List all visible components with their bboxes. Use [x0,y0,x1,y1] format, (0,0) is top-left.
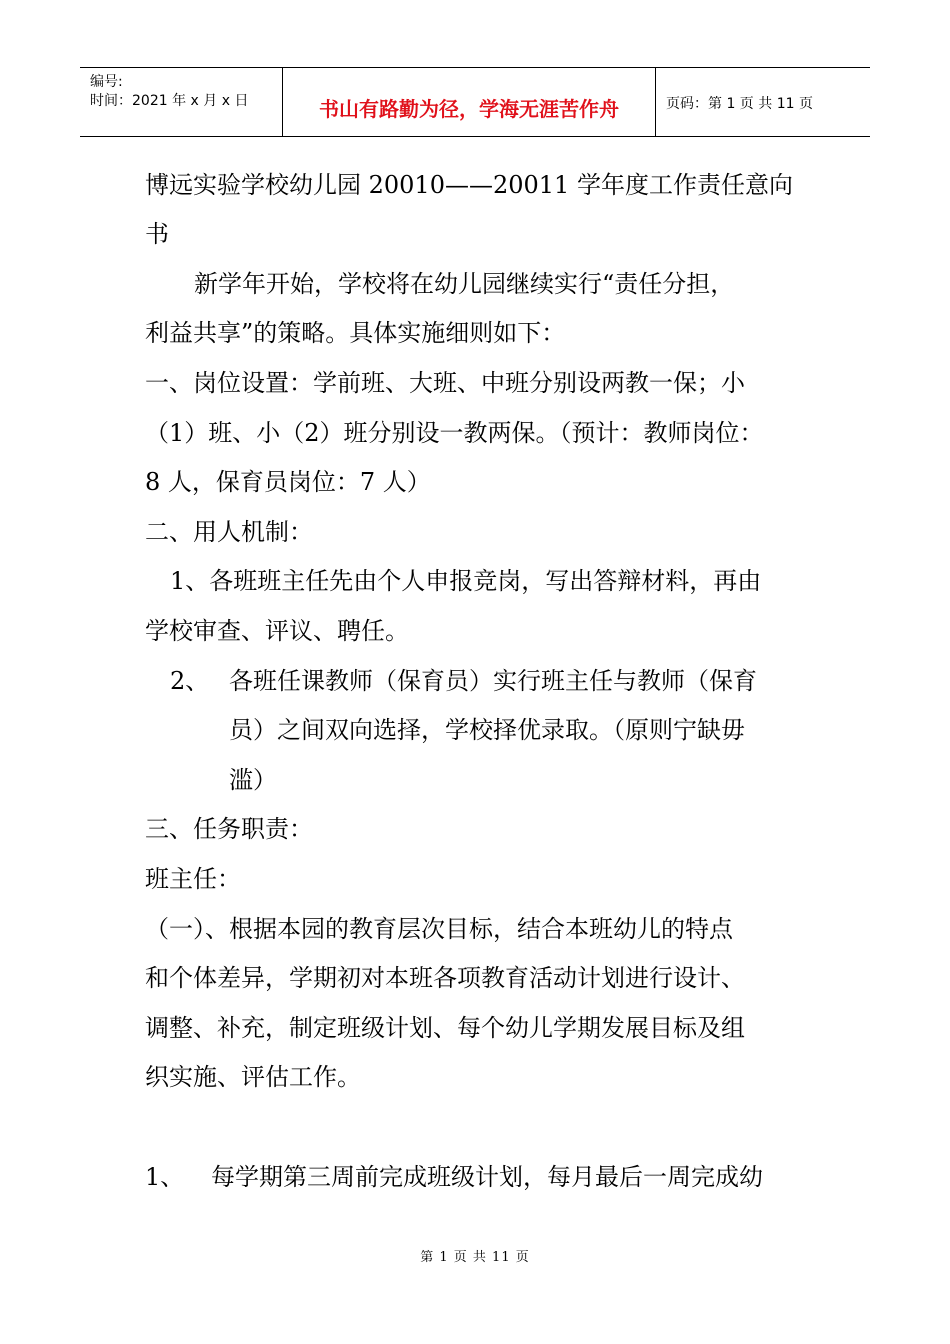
document-date-label: 时间：2021 年 x 月 x 日 [90,93,249,109]
section-2-item-2-line-2: 员）之间双向选择，学校择优录取。（原则宁缺毋 [229,716,745,744]
section-1-line-1: 一、岗位设置：学前班、大班、中班分别设两教一保；小 [145,369,745,397]
header-motto: 书山有路勤为径，学海无涯苦作舟 [319,97,619,121]
section-3-item-1-number: 1、 [145,1163,185,1191]
section-1-line-3: 8 人，保育员岗位：7 人） [145,468,431,496]
header-page-info: 页码：第 1 页 共 11 页 [666,96,813,112]
intro-line-2: 利益共享”的策略。具体实施细则如下： [145,319,566,347]
section-2-heading: 二、用人机制： [145,518,313,546]
header-mid-cell [283,68,656,136]
header-right-cell [656,68,870,136]
header-left-cell [80,68,283,136]
document-title-line-2: 书 [145,220,169,248]
section-3-para-1-line-3: 调整、补充，制定班级计划、每个幼儿学期发展目标及组 [145,1014,745,1042]
intro-line-1: 新学年开始，学校将在幼儿园继续实行“责任分担， [194,270,735,298]
section-3-para-1-line-2: 和个体差异，学期初对本班各项教育活动计划进行设计、 [145,964,745,992]
section-2-item-2-line-1: 各班任课教师（保育员）实行班主任与教师（保育 [229,667,757,695]
document-number-label: 编号: [90,74,123,90]
section-2-item-2-line-3: 滥） [229,766,277,794]
section-2-item-2-number: 2、 [170,667,210,695]
section-3-para-1-line-1: （一）、根据本园的教育层次目标，结合本班幼儿的特点 [145,915,733,943]
page-footer: 第 1 页 共 11 页 [420,1250,530,1265]
section-3-item-1-line-1: 每学期第三周前完成班级计划，每月最后一周完成幼 [211,1163,763,1191]
section-3-para-1-line-4: 织实施、评估工作。 [145,1063,361,1091]
section-1-line-2: （1）班、小（2）班分别设一教两保。（预计：教师岗位： [145,419,764,447]
section-2-item-1-line-2: 学校审查、评议、聘任。 [145,617,409,645]
section-2-item-1-line-1: 1、各班班主任先由个人申报竞岗，写出答辩材料，再由 [170,567,762,595]
header-table [80,67,870,137]
section-3-heading: 三、任务职责： [145,815,313,843]
section-3-subheading: 班主任： [145,865,241,893]
document-title-line-1: 博远实验学校幼儿园 20010——20011 学年度工作责任意向 [145,171,793,199]
